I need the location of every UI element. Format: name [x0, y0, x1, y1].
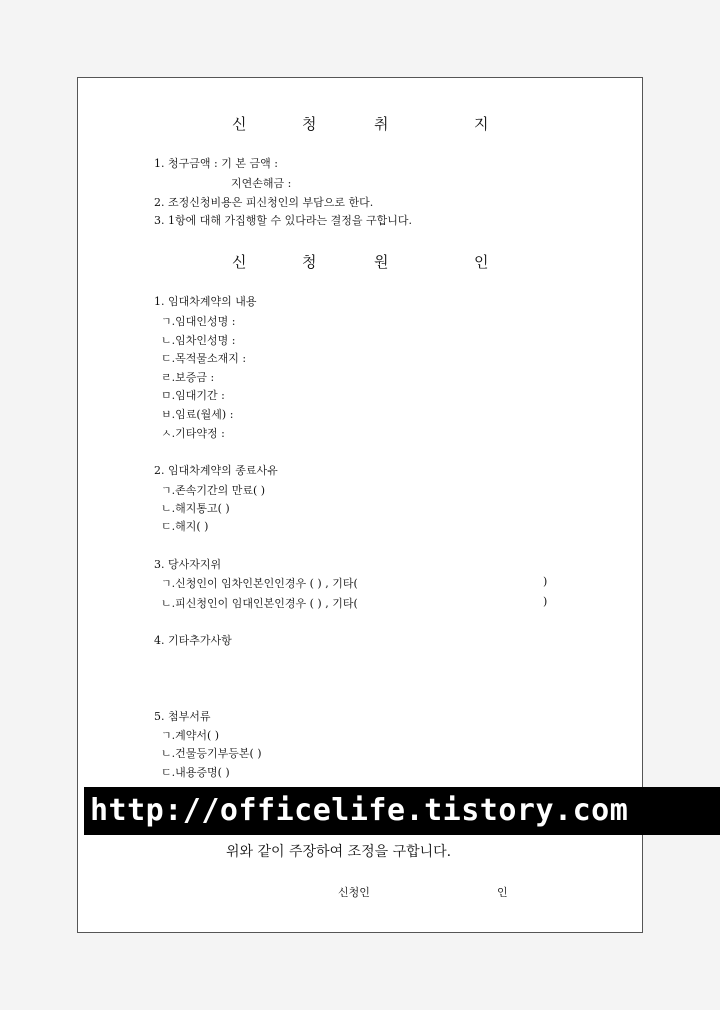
seal-mark: 인 [497, 886, 508, 899]
status-row-left: ㄴ.피신청인이 임대인본인경우 ( ) , 기타( [161, 597, 358, 610]
watermark-banner: http://officelife.tistory.com [84, 787, 720, 835]
section-title-char: 인 [474, 253, 489, 271]
attachment-item: ㄷ.내용증명( ) [161, 766, 230, 779]
closing-statement: 위와 같이 주장하여 조정을 구합니다. [226, 844, 452, 860]
section-title-char: 신 [232, 115, 247, 133]
cost-line: 2. 조정신청비용은 피신청인의 부담으로 한다. [154, 196, 374, 209]
termination-item: ㄷ.해지( ) [161, 520, 209, 533]
section-title-char: 취 [374, 115, 389, 133]
attachment-item: ㄴ.건물등기부등본( ) [161, 747, 262, 760]
late-interest-line: 지연손해금 : [231, 177, 292, 190]
other-header: 4. 기타추가사항 [154, 634, 232, 647]
status-row-left: ㄱ.신청인이 임차인본인인경우 ( ) , 기타( [161, 577, 358, 590]
lease-item: ㅁ.임대기간 : [161, 389, 225, 402]
attachments-header: 5. 첨부서류 [154, 710, 211, 723]
termination-item: ㄱ.존속기간의 만료( ) [161, 484, 266, 497]
provisional-execution-line: 3. 1항에 대해 가집행할 수 있다라는 결정을 구합니다. [154, 214, 412, 227]
section-title-char: 청 [302, 253, 317, 271]
status-row-right: ) [543, 575, 548, 588]
termination-header: 2. 임대차계약의 종료사유 [154, 464, 278, 477]
status-header: 3. 당사자지위 [154, 558, 222, 571]
claim-amount-line: 1. 청구금액 : 기 본 금액 : [154, 157, 278, 170]
attachment-item: ㄱ.계약서( ) [161, 729, 220, 742]
lease-header: 1. 임대차계약의 내용 [154, 295, 257, 308]
lease-item: ㅂ.임료(월세) : [161, 408, 234, 421]
lease-item: ㄱ.임대인성명 : [161, 315, 236, 328]
lease-item: ㄹ.보증금 : [161, 371, 215, 384]
lease-item: ㅅ.기타약정 : [161, 427, 225, 440]
lease-item: ㄷ.목적물소재지 : [161, 352, 247, 365]
section-title-char: 청 [302, 115, 317, 133]
section-title-char: 신 [232, 253, 247, 271]
status-row-right: ) [543, 595, 548, 608]
lease-item: ㄴ.임차인성명 : [161, 334, 236, 347]
section-title-char: 지 [474, 115, 489, 133]
section-title-char: 원 [374, 253, 389, 271]
termination-item: ㄴ.해지통고( ) [161, 502, 230, 515]
applicant-label: 신청인 [338, 886, 370, 899]
